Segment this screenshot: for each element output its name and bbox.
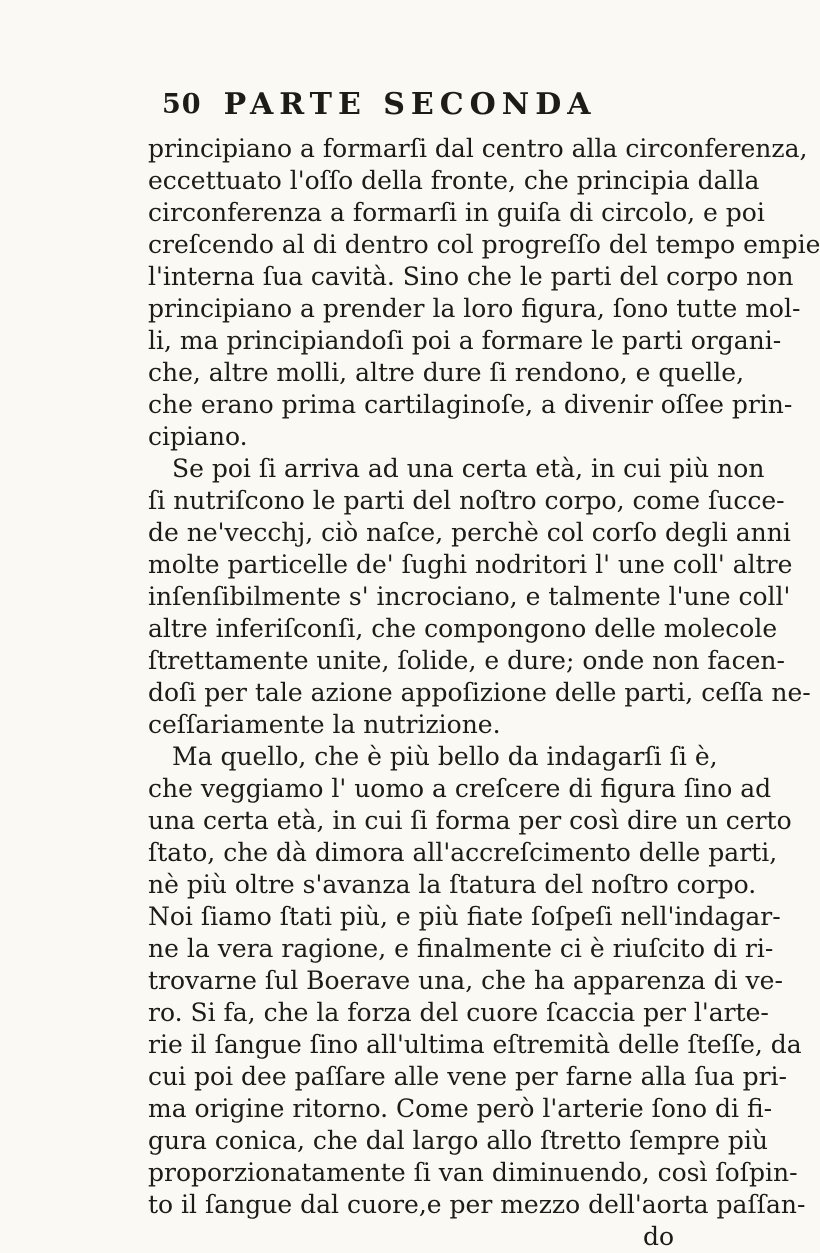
paragraph-start-line: Ma quello, che è più bello da indagarſi ſi è, (172, 742, 718, 771)
text-line: ſtrettamente unite, ſolide, e dure; onde non facen- (148, 646, 785, 675)
text-line: che erano prima cartilaginoſe, a divenir oſſee prin- (148, 390, 793, 419)
text-line: li, ma principiandoſi poi a formare le parti organi- (148, 326, 782, 355)
text-line: rie il ſangue ſino all'ultima eſtremità delle ſteſſe, da (148, 1030, 802, 1059)
text-line: creſcendo al di dentro col progreſſo del tempo empie (148, 230, 820, 259)
text-line: cui poi dee paſſare alle vene per farne alla ſua pri- (148, 1062, 787, 1091)
text-line: ceſſariamente la nutrizione. (148, 710, 501, 739)
paragraph-start-line: Se poi ſi arriva ad una certa età, in cui più non (172, 454, 765, 483)
text-line: inſenſibilmente s' incrociano, e talmente l'une coll' (148, 582, 791, 611)
text-line: nè più oltre s'avanza la ſtatura del noſtro corpo. (148, 870, 757, 899)
running-head: PARTE SECONDA (223, 86, 597, 122)
text-line: doſi per tale azione appoſizione delle parti, ceſſa ne- (148, 678, 811, 707)
text-line: ma origine ritorno. Come però l'arterie ſono di fi- (148, 1094, 773, 1123)
text-line: che veggiamo l' uomo a creſcere di figura ſino ad (148, 774, 772, 803)
text-line: molte particelle de' ſughi nodritori l' une coll' altre (148, 550, 793, 579)
text-line: altre inferiſconſi, che compongono delle molecole (148, 614, 778, 643)
text-line: to il ſangue dal cuore,e per mezzo dell'aorta paſſan- (148, 1190, 806, 1219)
text-line: Noi ſiamo ſtati più, e più fiate ſoſpeſi nell'indagar- (148, 902, 781, 931)
text-line: una certa età, in cui ſi forma per così dire un certo (148, 806, 792, 835)
text-line: proporzionatamente ſi van diminuendo, così ſoſpin- (148, 1158, 798, 1187)
text-line: circonferenza a formarſi in guiſa di circolo, e poi (148, 198, 765, 227)
text-line: de ne'vecchj, ciò naſce, perchè col corſo degli anni (148, 518, 791, 547)
text-line: che, altre molli, altre dure ſi rendono, e quelle, (148, 358, 745, 387)
body-text (148, 133, 820, 1253)
text-line: ſi nutriſcono le parti del noſtro corpo, come ſucce- (148, 486, 785, 515)
text-line: trovarne ſul Boerave una, che ha apparenza di ve- (148, 966, 783, 995)
text-line: ro. Si fa, che la forza del cuore ſcaccia per l'arte- (148, 998, 769, 1027)
text-line: eccettuato l'oſſo della fronte, che principia dalla (148, 166, 760, 195)
catchword: do (642, 1222, 674, 1251)
text-line: principiano a formarſi dal centro alla circonferenza, (148, 134, 808, 163)
text-line: ſtato, che dà dimora all'accreſcimento delle parti, (148, 838, 778, 867)
text-line: gura conica, che dal largo allo ſtretto ſempre più (148, 1126, 768, 1155)
text-line: ne la vera ragione, e finalmente ci è riuſcito di ri- (148, 934, 774, 963)
page-number: 50 (162, 88, 202, 120)
text-line: l'interna ſua cavità. Sino che le parti del corpo non (148, 262, 794, 291)
page-header (162, 86, 682, 122)
text-line: principiano a prender la loro figura, ſono tutte mol- (148, 294, 801, 323)
text-line: cipiano. (148, 422, 248, 451)
